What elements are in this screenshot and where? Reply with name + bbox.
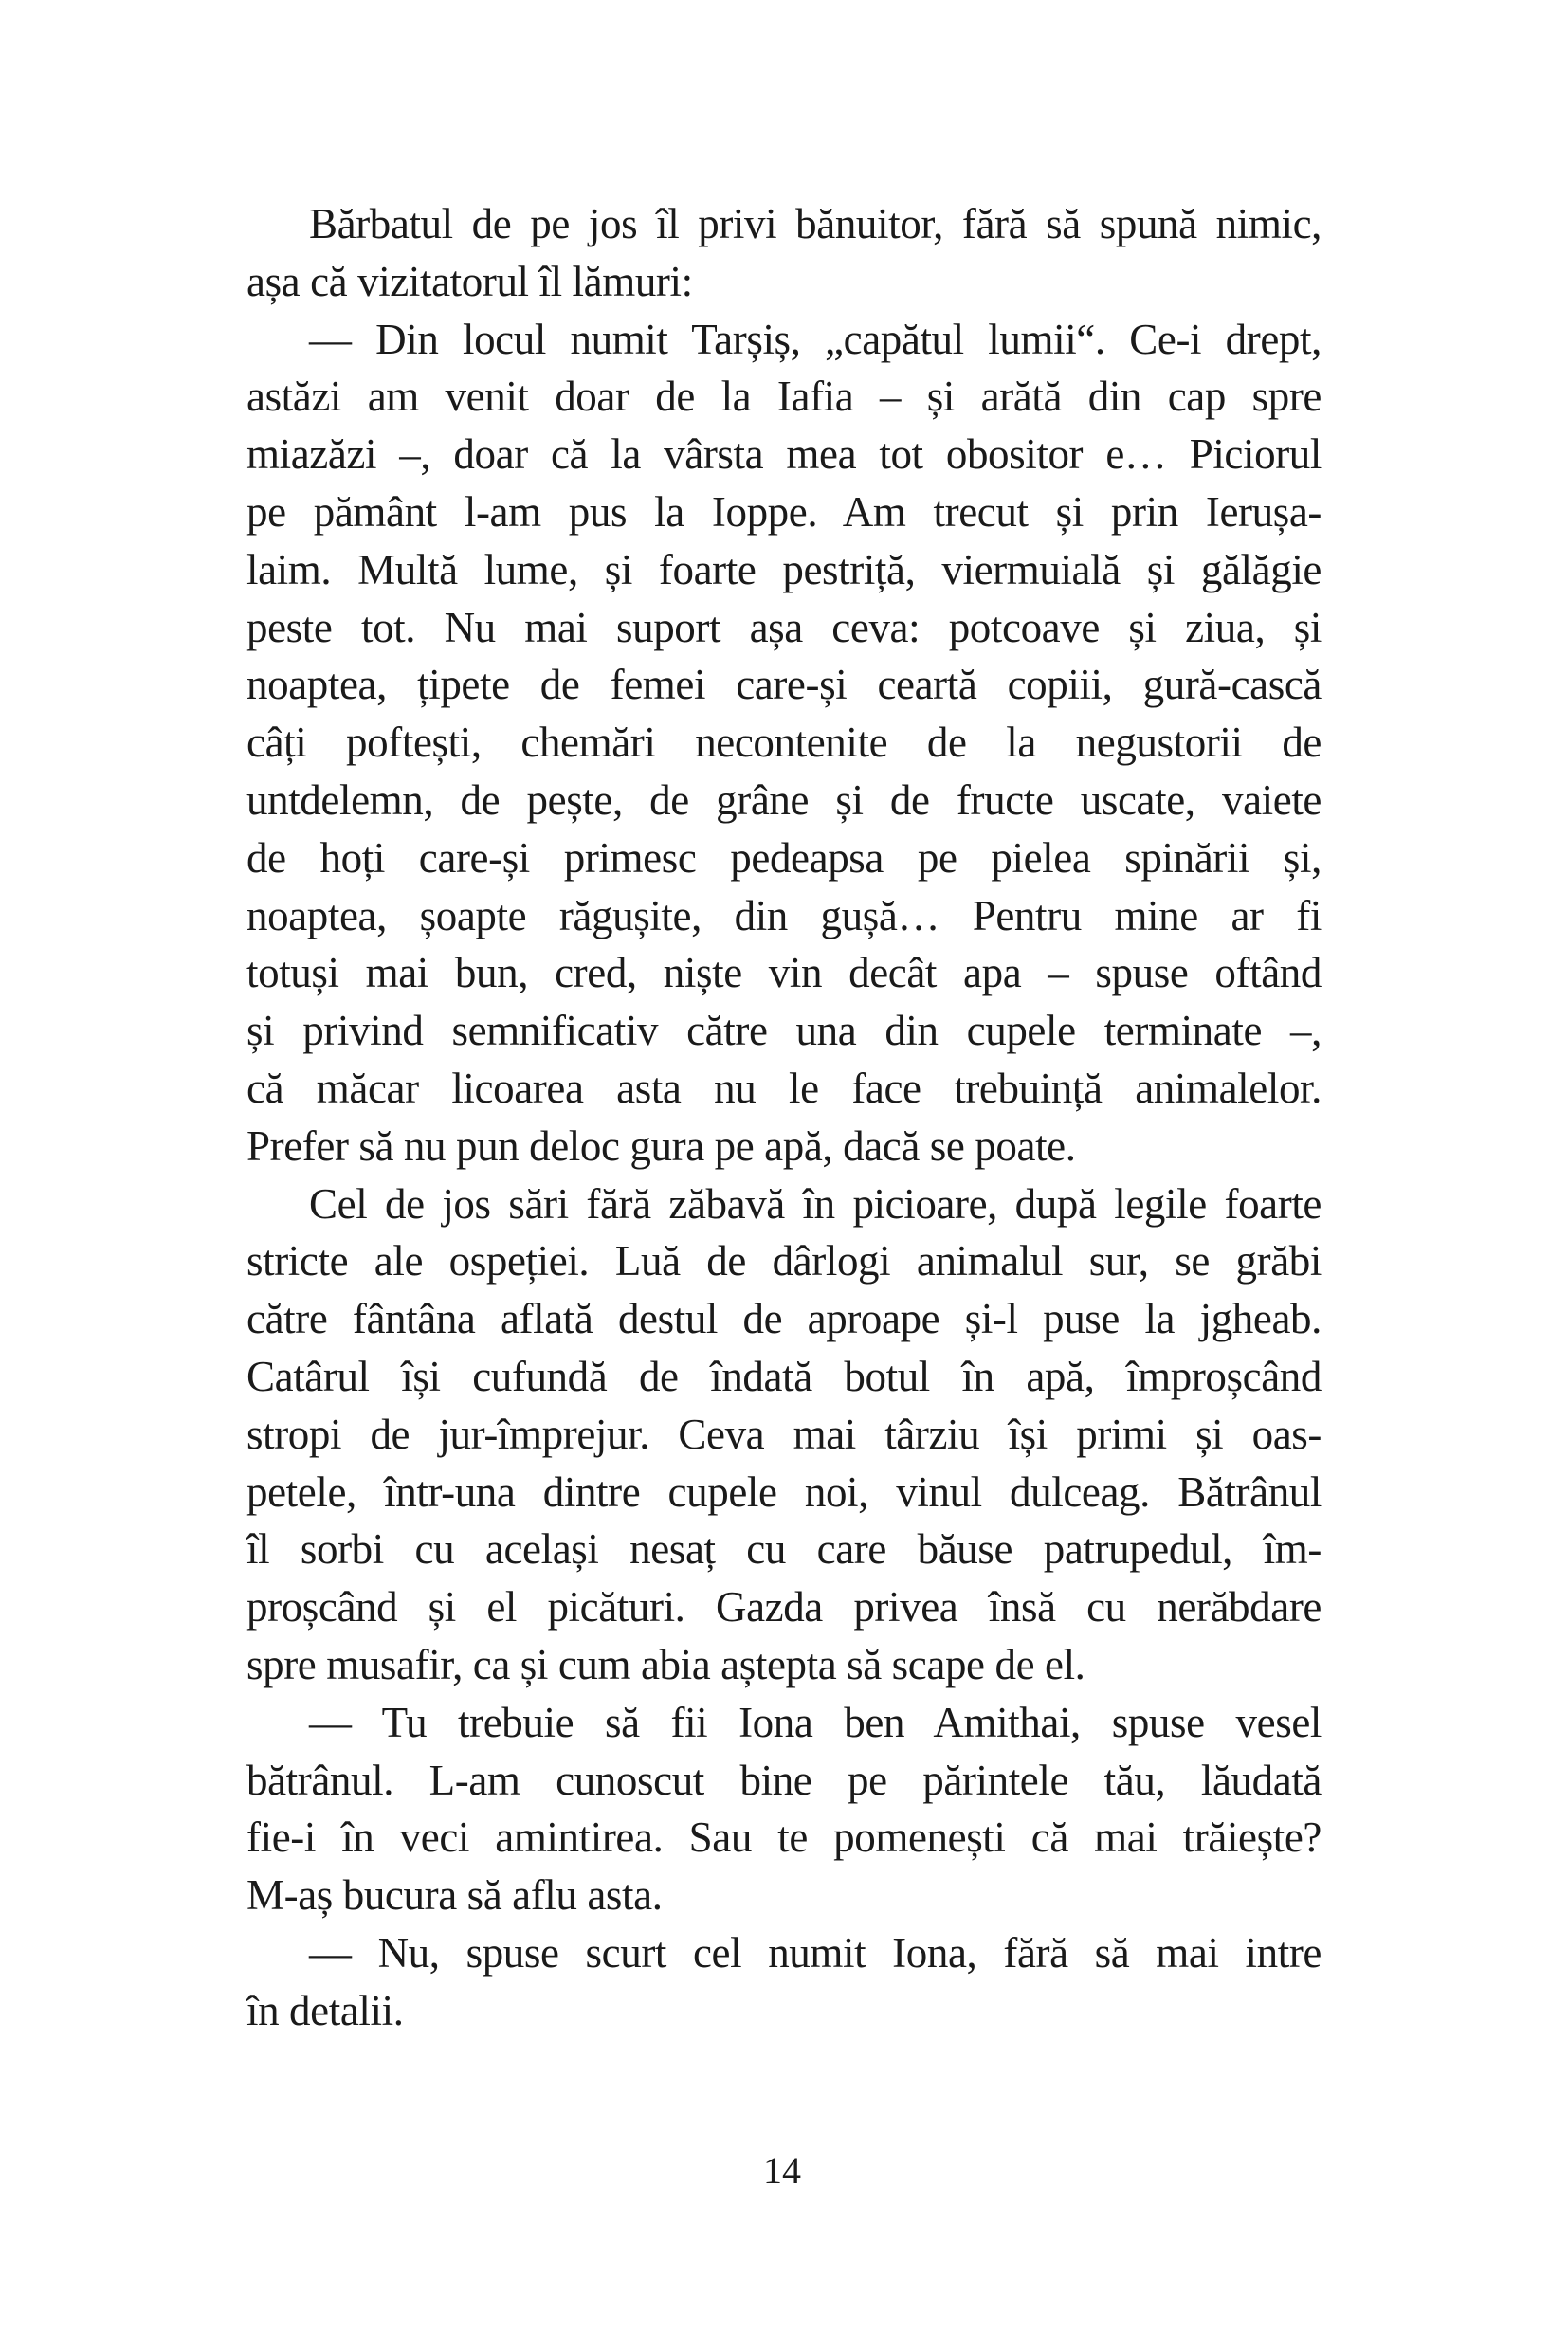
paragraph xyxy=(246,1694,1322,1924)
text-line: untdelemn, de pește, de grâne și de fructe uscate, vaiete xyxy=(246,775,1322,824)
text-line: în detalii. xyxy=(246,1986,404,2034)
text-line: proșcând și el picături. Gazda privea însă cu nerăbdare xyxy=(246,1583,1322,1631)
text-line: spre musafir, ca și cum abia aștepta să scape de el. xyxy=(246,1640,1085,1688)
text-line: astăzi am venit doar de la Iafia – și arătă din cap spre xyxy=(246,373,1322,421)
text-line: îl sorbi cu același nesaț cu care băuse patrupedul, îm- xyxy=(246,1525,1322,1574)
text-line: câți poftești, chemări necontenite de la negustorii de xyxy=(246,719,1322,767)
text-line: bătrânul. L-am cunoscut bine pe părintele tău, lăudată xyxy=(246,1756,1322,1804)
text-line: Prefer să nu pun deloc gura pe apă, dacă se poate. xyxy=(246,1121,1076,1170)
text-line: stropi de jur-împrejur. Ceva mai târziu își primi și oas- xyxy=(246,1410,1322,1458)
text-line: Cel de jos sări fără zăbavă în picioare, după legile foarte xyxy=(309,1179,1322,1228)
text-line: — Tu trebuie să fii Iona ben Amithai, spuse vesel xyxy=(309,1698,1322,1746)
text-line: — Din locul numit Tarșiș, „capătul lumii“. Ce-i drept, xyxy=(309,315,1322,363)
body-text xyxy=(246,195,1322,2040)
page-number xyxy=(0,2148,1568,2193)
page-number-text: 14 xyxy=(763,2149,801,2192)
text-line: către fântâna aflată destul de aproape și-l puse la jgheab. xyxy=(246,1295,1322,1343)
text-line: noaptea, țipete de femei care-și ceartă copiii, gură-cască xyxy=(246,661,1322,709)
text-line: pe pământ l-am pus la Ioppe. Am trecut și prin Ierușa- xyxy=(246,487,1322,536)
paragraph xyxy=(246,195,1322,311)
text-line: petele, într-una dintre cupele noi, vinul dulceag. Bătrânul xyxy=(246,1467,1322,1516)
text-line: M-aș bucura să aflu asta. xyxy=(246,1871,663,1920)
text-line: noaptea, șoapte răgușite, din gușă… Pentru mine ar fi xyxy=(246,891,1322,939)
paragraph xyxy=(246,1176,1322,1694)
text-line: stricte ale ospeției. Luă de dârlogi animalul sur, se grăbi xyxy=(246,1237,1322,1285)
text-line: fie-i în veci amintirea. Sau te pomenești că mai trăiește? xyxy=(246,1813,1322,1862)
text-line: de hoți care-și primesc pedeapsa pe pielea spinării și, xyxy=(246,833,1322,882)
text-line: — Nu, spuse scurt cel numit Iona, fără să mai intre xyxy=(309,1928,1322,1977)
text-line: așa că vizitatorul îl lămuri: xyxy=(246,257,693,305)
text-line: că măcar licoarea asta nu le face trebuință animalelor. xyxy=(246,1064,1322,1112)
paragraph xyxy=(246,1924,1322,2040)
text-line: Bărbatul de pe jos îl privi bănuitor, fără să spună nimic, xyxy=(309,200,1322,247)
text-line: Catârul își cufundă de îndată botul în apă, împroșcând xyxy=(246,1352,1322,1400)
text-line: și privind semnificativ către una din cupele terminate –, xyxy=(246,1007,1322,1055)
paragraph xyxy=(246,311,1322,1176)
text-line: miazăzi –, doar că la vârsta mea tot obositor e… Piciorul xyxy=(246,430,1322,479)
text-line: totuși mai bun, cred, niște vin decât apa – spuse oftând xyxy=(246,949,1322,997)
text-line: laim. Multă lume, și foarte pestriță, viermuială și gălăgie xyxy=(246,545,1322,593)
text-line: peste tot. Nu mai suport așa ceva: potcoave și ziua, și xyxy=(246,603,1322,651)
